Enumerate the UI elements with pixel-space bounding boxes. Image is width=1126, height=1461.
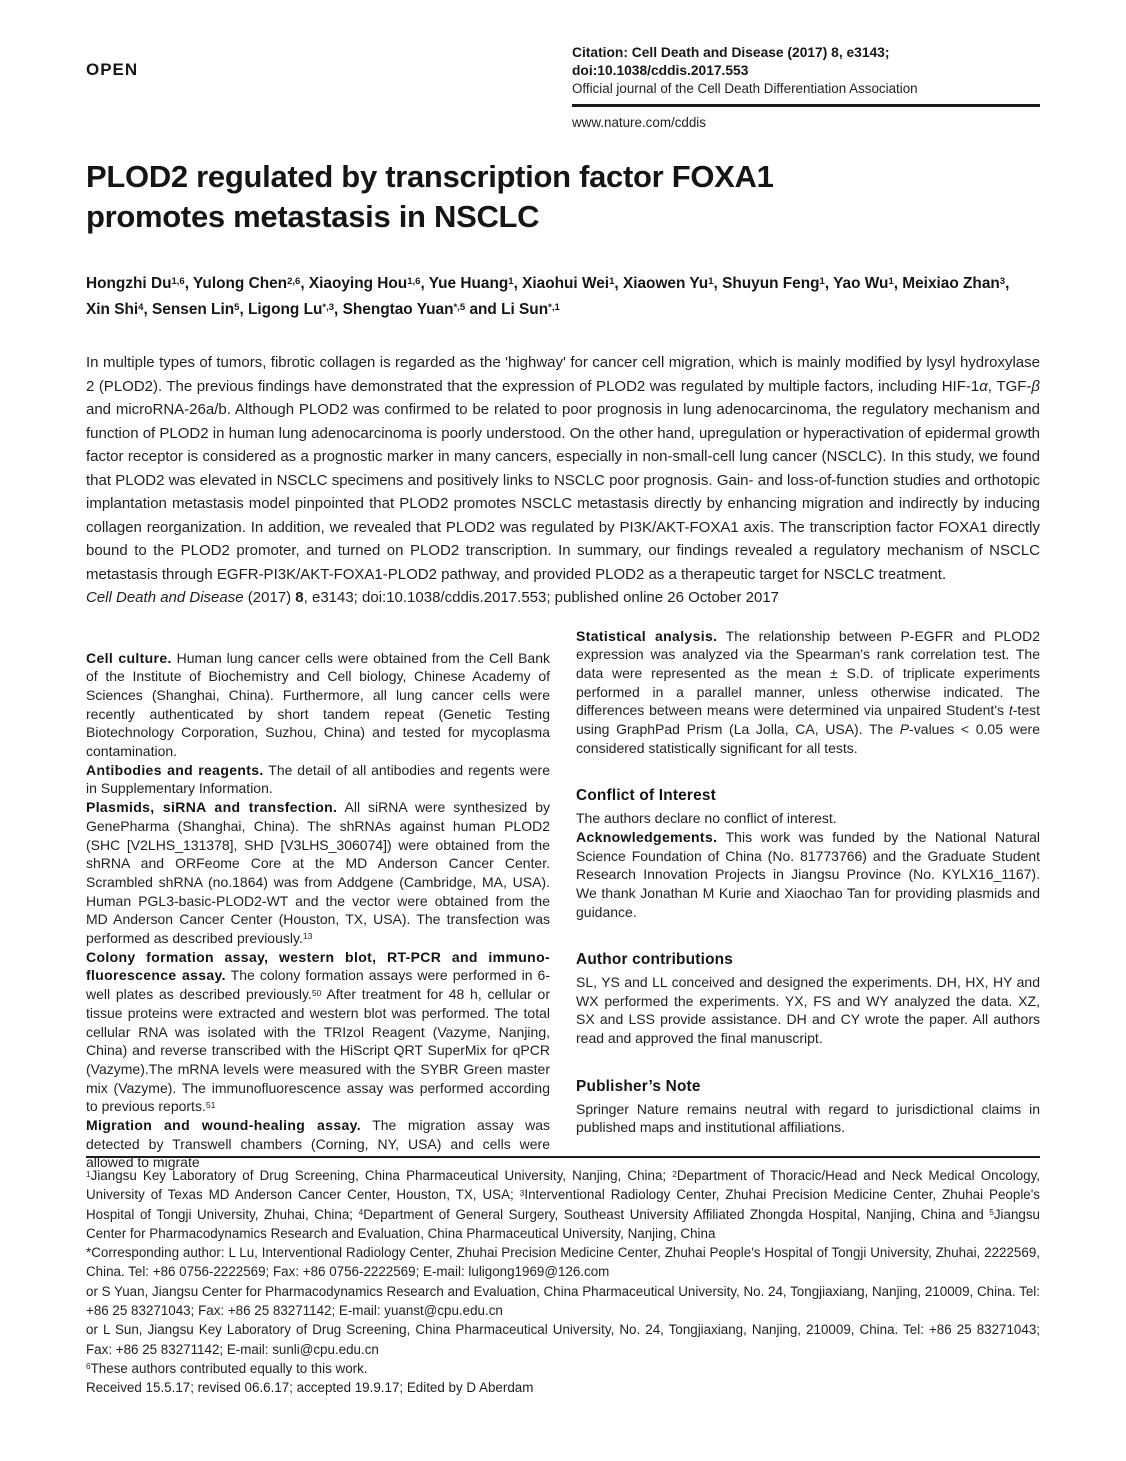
section-acknowledgements	[576, 828, 1040, 922]
section-heading: Cell culture.	[86, 649, 172, 666]
section-plasmids-sirna-transfection	[86, 798, 550, 948]
abstract-citation-line: Cell Death and Disease (2017) 8, e3143; doi:10.1038/cddis.2017.553; published online 26 October 2017	[86, 589, 780, 606]
section-text: Human lung cancer cells were obtained from the Cell Bank of the Institute of Biochemistry and Cell biology, Chinese Academy of Sciences (Shanghai, China). Furthermore, all lung cancer cells were recently authenticated by short tandem repeat (Genetic Testing Biotechnology Corporation, Suzhou, China) and tested for mycoplasma contamination.	[86, 649, 550, 760]
two-column-body	[86, 627, 1040, 1173]
conflict-of-interest-heading: Conflict of Interest	[576, 787, 716, 805]
title-line-1: PLOD2 regulated by transcription factor FOXA1	[86, 159, 774, 194]
received-line: Received 15.5.17; revised 06.6.17; accepted 19.9.17; Edited by D Aberdam	[86, 1380, 534, 1396]
corresponding-author-2: or S Yuan, Jiangsu Center for Pharmacodynamics Research and Evaluation, China Pharmaceutical University, No. 24, Tongjiaxiang, Nanjing, 210009, China. Tel: +86 25 83271043; Fax: +86 25 83271142; E-mail: yuanst@cpu.edu.cn	[86, 1283, 1040, 1319]
right-column	[576, 627, 1040, 1173]
citation-line: Citation: Cell Death and Disease (2017) 8, e3143; doi:10.1038/cddis.2017.553	[572, 45, 890, 78]
abstract-paragraph: In multiple types of tumors, fibrotic collagen is regarded as the 'highway' for cancer cell migration, which is mainly modified by lysyl hydroxylase 2 (PLOD2). The previous findings have demonstrated that the expression of PLOD2 was regulated by multiple factors, including HIF-1α, TGF-β and microRNA-26a/b. Although PLOD2 was confirmed to be related to poor prognosis in lung adenocarcinoma, the regulatory mechanism and function of PLOD2 in human lung adenocarcinoma is poorly understood. On the other hand, upregulation or hyperactivation of epidermal growth factor receptor is considered as a prognostic marker in many cancers, especially in non-small-cell lung cancer (NSCLC). In this study, we found that PLOD2 was elevated in NSCLC specimens and positively links to NSCLC poor prognosis. Gain- and loss-of-function studies and orthotopic implantation metastasis model pinpointed that PLOD2 promotes NSCLC metastasis directly by enhancing migration and indirectly by inducing collagen reorganization. In addition, we revealed that PLOD2 was regulated by PI3K/AKT-FOXA1 axis. The transcription factor FOXA1 directly bound to the PLOD2 promoter, and turned on PLOD2 transcription. In summary, our findings revealed a regulatory mechanism of NSCLC metastasis through EGFR-PI3K/AKT-FOXA1-PLOD2 pathway, and provided PLOD2 as a therapeutic target for NSCLC treatment.	[86, 354, 1040, 583]
section-text: The colony formation assays were performed in 6-well plates as described previously.$^{50}$ After treatment for 48 h, cellular or tissue proteins were extracted and western blot was performed. The total cellular RNA was isolated with the TRIzol Reagent (Vazyme, Nanjing, China) and reverse transcribed with the HiScript QRT SuperMix for qPCR (Vazyme).The mRNA levels were measured with the SYBR Green master mix (Vazyme). The immunofluorescence assay was performed according to previous reports.$^{51}$	[86, 967, 551, 1115]
section-cell-culture	[86, 649, 550, 761]
section-text: The detail of all antibodies and regents were in Supplementary Information.	[86, 761, 550, 797]
section-text: The relationship between P-EGFR and PLOD2 expression was analyzed via the Spearman's rank correlation test. The data were represented as the mean ± S.D. of triplicate experiments performed in a parallel manner, unless otherwise indicated. The differences between means were determined via unpaired Student's t-test using GraphPad Prism (La Jolla, CA, USA). The P-values < 0.05 were considered statistically significant for all tests.	[576, 627, 1040, 756]
section-antibodies-reagents	[86, 761, 550, 798]
section-colony-formation-assay	[86, 948, 550, 1116]
left-column	[86, 627, 550, 1173]
author-line-1: Hongzhi Du$^{1,6}$, Yulong Chen$^{2,6}$, Xiaoying Hou$^{1,6}$, Yue Huang$^1$, Xiaohui Wei$^1$, Xiaowen Yu$^1$, Shuyun Feng$^1$, Yao Wu$^1$, Meixiao Zhan$^3$,	[86, 275, 1010, 292]
author-line-2: Xin Shi$^4$, Sensen Lin$^5$, Ligong $Lu^{*,3}$, Shengtao Yuan$^{*,5}$ and Li Sun$^{*,1}$	[86, 301, 560, 318]
conflict-of-interest-text: The authors declare no conflict of interest.	[576, 810, 837, 827]
section-text: The migration assay was detected by Transwell chambers (Corning, NY, USA) and cells were allowed to migrate	[86, 1117, 550, 1171]
section-heading: Plasmids, siRNA and transfection.	[86, 799, 338, 816]
author-contributions-text: SL, YS and LL conceived and designed the experiments. DH, HX, HY and WX performed the experiments. YX, FS and WY analyzed the data. XZ, SX and LSS provide assistance. DH and CY wrote the paper. All authors read and approved the final manuscript.	[576, 974, 1040, 1047]
official-journal-line: Official journal of the Cell Death Differentiation Association	[572, 81, 918, 96]
author-contributions-heading: Author contributions	[576, 951, 734, 969]
page-title	[86, 157, 1040, 237]
section-text: This work was funded by the National Natural Science Foundation of China (No. 81773766) and the Graduate Student Research Innovation Projects in Jiangsu Province (No. KYLX16_1167). We thank Jonathan M Kurie and Xiaochao Tan for providing plasmids and guidance.	[576, 828, 1040, 920]
section-heading: Antibodies and reagents.	[86, 761, 264, 778]
corresponding-author-3: or L Sun, Jiangsu Key Laboratory of Drug Screening, China Pharmaceutical University, No. 24, Tongjiaxiang, Nanjing, 210009, China. Tel: +86 25 83271043; Fax: +86 25 83271142; E-mail: sunli@cpu.edu.cn	[86, 1322, 1040, 1357]
journal-url: www.nature.com/cddis	[572, 115, 706, 130]
footnote-block	[86, 1156, 1040, 1398]
title-line-2: promotes metastasis in NSCLC	[86, 199, 540, 234]
publishers-note-heading: Publisher’s Note	[576, 1077, 701, 1095]
section-heading: Statistical analysis.	[576, 627, 718, 644]
equal-contribution-note: $^6$These authors contributed equally to this work.	[86, 1360, 368, 1376]
footnote-text	[86, 1166, 1040, 1398]
section-heading: Colony formation assay, western blot, RT-PCR and immuno-fluorescence assay.	[86, 948, 550, 984]
section-heading: Acknowledgements.	[576, 828, 718, 845]
page-header	[86, 44, 1040, 130]
footnote-divider	[86, 1156, 1040, 1158]
section-heading: Migration and wound-healing assay.	[86, 1117, 361, 1134]
section-text: All siRNA were synthesized by GenePharma (Shanghai, China). The shRNAs against human PLOD2 (SHC [V2LHS_131378], SHD [V3LHS_306074]) were obtained from the shRNA and ORFeome Core at the MD Anderson Cancer Center. Scrambled shRNA (no.1864) was from Addgene (Cambridge, MA, USA). Human PGL3-basic-PLOD2-WT and the vector were obtained from the MD Anderson Cancer Center (Houston, TX, USA). The transfection was performed as described previously.$^{13}$	[86, 799, 550, 947]
publishers-note-text: Springer Nature remains neutral with regard to jurisdictional claims in published maps and institutional affiliations.	[576, 1100, 1040, 1136]
author-list	[86, 271, 1040, 323]
affiliations-footnote: $^1$Jiangsu Key Laboratory of Drug Screening, China Pharmaceutical University, Nanjing, China; $^2$Department of Thoracic/Head and Neck Medical Oncology, University of Texas MD Anderson Cancer Center, Houston, TX, USA; $^3$Interventional Radiology Center, Zhuhai Precision Medicine Center, Zhuhai People's Hospital of Tongji University, Zhuhai, China; $^4$Department of General Surgery, Southeast University Affiliated Zhongda Hospital, Nanjing, China and $^5$Jiangsu Center for Pharmacodynamics Research and Evaluation, China Pharmaceutical University, Nanjing, China	[86, 1168, 1040, 1241]
corresponding-author-1: *Corresponding author: L Lu, Interventional Radiology Center, Zhuhai Precision Medicine Center, Zhuhai People's Hospital of Tongji University, Zhuhai, 2222569, China. Tel: +86 0756-2222569; Fax: +86 0756-2222569; E-mail: luligong1969@126.com	[86, 1245, 1040, 1280]
open-access-label: OPEN	[86, 60, 139, 79]
citation-block	[572, 44, 1040, 130]
section-statistical-analysis	[576, 627, 1040, 758]
